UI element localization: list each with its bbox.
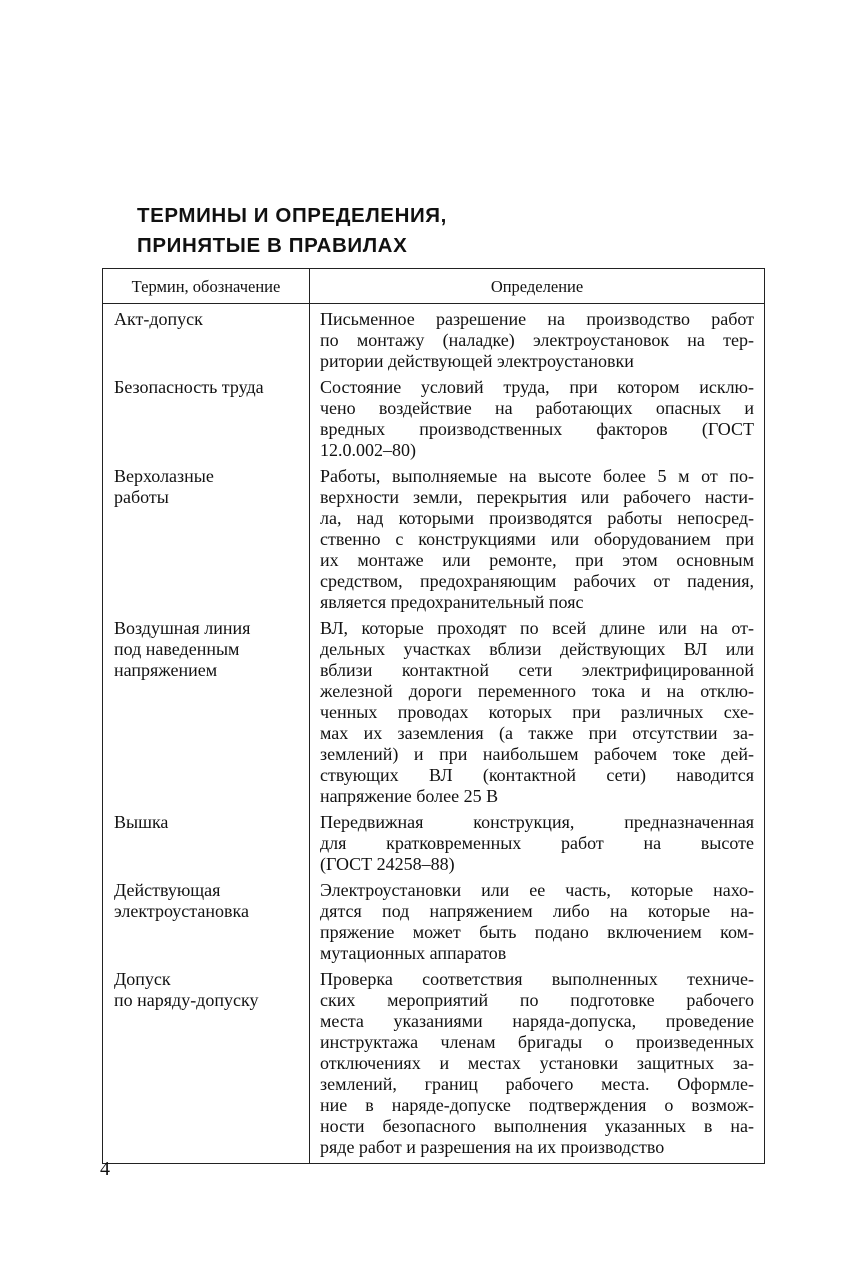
term-line: Верхолазные [114, 466, 214, 486]
definition-line: 12.0.002–80) [320, 440, 416, 460]
definition-line: вредных производственных факторов (ГОСТ [320, 419, 754, 439]
definition-line: их монтаже или ремонте, при этом основным [320, 550, 754, 570]
term-line: Воздушная линия [114, 618, 251, 638]
definition-line: ских мероприятий по подготовке рабочего [320, 990, 754, 1010]
definition-cell [310, 807, 765, 875]
definition-line: Состояние условий труда, при котором исклю- [320, 377, 754, 397]
definition-cell [310, 964, 765, 1164]
definition-line: Передвижная конструкция, предназначенная [320, 812, 754, 832]
definition-line: ритории действующей электроустановки [320, 351, 634, 371]
definition-line: Проверка соответствия выполненных техниче- [320, 969, 754, 989]
definition-line: железной дороги переменного тока и на отклю- [320, 681, 754, 701]
definition-line: для кратковременных работ на высоте [320, 833, 754, 853]
definition-line: инструктажа членам бригады о произведенных [320, 1032, 754, 1052]
term-cell [103, 613, 310, 807]
term-line: Акт-допуск [114, 309, 203, 329]
definition-line: Электроустановки или ее часть, которые нахо- [320, 880, 754, 900]
term-line: Действующая [114, 880, 221, 900]
table-row [103, 875, 765, 964]
table-row [103, 372, 765, 461]
definition-line: ности безопасного выполнения указанных в на- [320, 1116, 754, 1136]
term-line: напряжением [114, 660, 218, 680]
term-line: работы [114, 487, 169, 507]
definition-line: чено воздействие на работающих опасных и [320, 398, 754, 418]
definition-line: средством, предохраняющим рабочих от падения, [320, 571, 754, 591]
term-cell [103, 461, 310, 613]
term-cell [103, 964, 310, 1164]
page-number: 4 [100, 1158, 110, 1180]
definition-cell [310, 613, 765, 807]
definition-line: землений) и при наибольшем рабочем токе дей- [320, 744, 754, 764]
definition-line: мутационных аппаратов [320, 943, 507, 963]
definition-line: ствующих ВЛ (контактной сети) наводится [320, 765, 754, 785]
term-line: по наряду-допуску [114, 990, 259, 1010]
table-header-row [103, 269, 765, 304]
terms-table [102, 268, 765, 1164]
term-cell [103, 875, 310, 964]
definition-line: (ГОСТ 24258–88) [320, 854, 455, 874]
definition-line: Письменное разрешение на производство работ [320, 309, 754, 329]
definition-line: ченных проводах которых при различных схе- [320, 702, 754, 722]
definition-line: ственно с конструкциями или оборудованием при [320, 529, 754, 549]
definition-line: вблизи контактной сети электрифицированной [320, 660, 754, 680]
definition-line: ние в наряде-допуске подтверждения о возмож- [320, 1095, 754, 1115]
section-heading [137, 201, 447, 261]
term-cell [103, 807, 310, 875]
term-line: Вышка [114, 812, 169, 832]
definition-line: дельных участках вблизи действующих ВЛ или [320, 639, 754, 659]
term-line: электроустановка [114, 901, 249, 921]
definition-line: ряде работ и разрешения на их производство [320, 1137, 665, 1157]
definition-line: пряжение может быть подано включением ком- [320, 922, 754, 942]
table-row [103, 613, 765, 807]
definition-line: мах их заземления (а также при отсутствии за- [320, 723, 754, 743]
definition-cell [310, 304, 765, 373]
definition-line: Работы, выполняемые на высоте более 5 м от по- [320, 466, 754, 486]
definition-line: является предохранительный пояс [320, 592, 584, 612]
definition-cell [310, 461, 765, 613]
definition-cell [310, 875, 765, 964]
term-cell [103, 304, 310, 373]
header-definition: Определение [310, 269, 765, 304]
header-term: Термин, обозначение [103, 269, 310, 304]
term-line: Безопасность труда [114, 377, 264, 397]
definition-line: отключениях и местах установки защитных за- [320, 1053, 754, 1073]
definition-line: землений, границ рабочего места. Оформле- [320, 1074, 754, 1094]
definition-line: верхности земли, перекрытия или рабочего насти- [320, 487, 754, 507]
definition-line: ВЛ, которые проходят по всей длине или на от- [320, 618, 754, 638]
heading-line-1: ТЕРМИНЫ И ОПРЕДЕЛЕНИЯ, [137, 204, 447, 227]
definition-line: дятся под напряжением либо на которые на- [320, 901, 754, 921]
definition-line: места указаниями наряда-допуска, проведение [320, 1011, 754, 1031]
term-line: Допуск [114, 969, 171, 989]
table-row [103, 304, 765, 373]
term-cell [103, 372, 310, 461]
definition-line: напряжение более 25 В [320, 786, 499, 806]
definition-cell [310, 372, 765, 461]
table-row [103, 461, 765, 613]
definition-line: по монтажу (наладке) электроустановок на тер- [320, 330, 754, 350]
table-row [103, 807, 765, 875]
table-row [103, 964, 765, 1164]
heading-line-2: ПРИНЯТЫЕ В ПРАВИЛАХ [137, 234, 408, 257]
term-line: под наведенным [114, 639, 240, 659]
definition-line: ла, над которыми производятся работы непосред- [320, 508, 754, 528]
